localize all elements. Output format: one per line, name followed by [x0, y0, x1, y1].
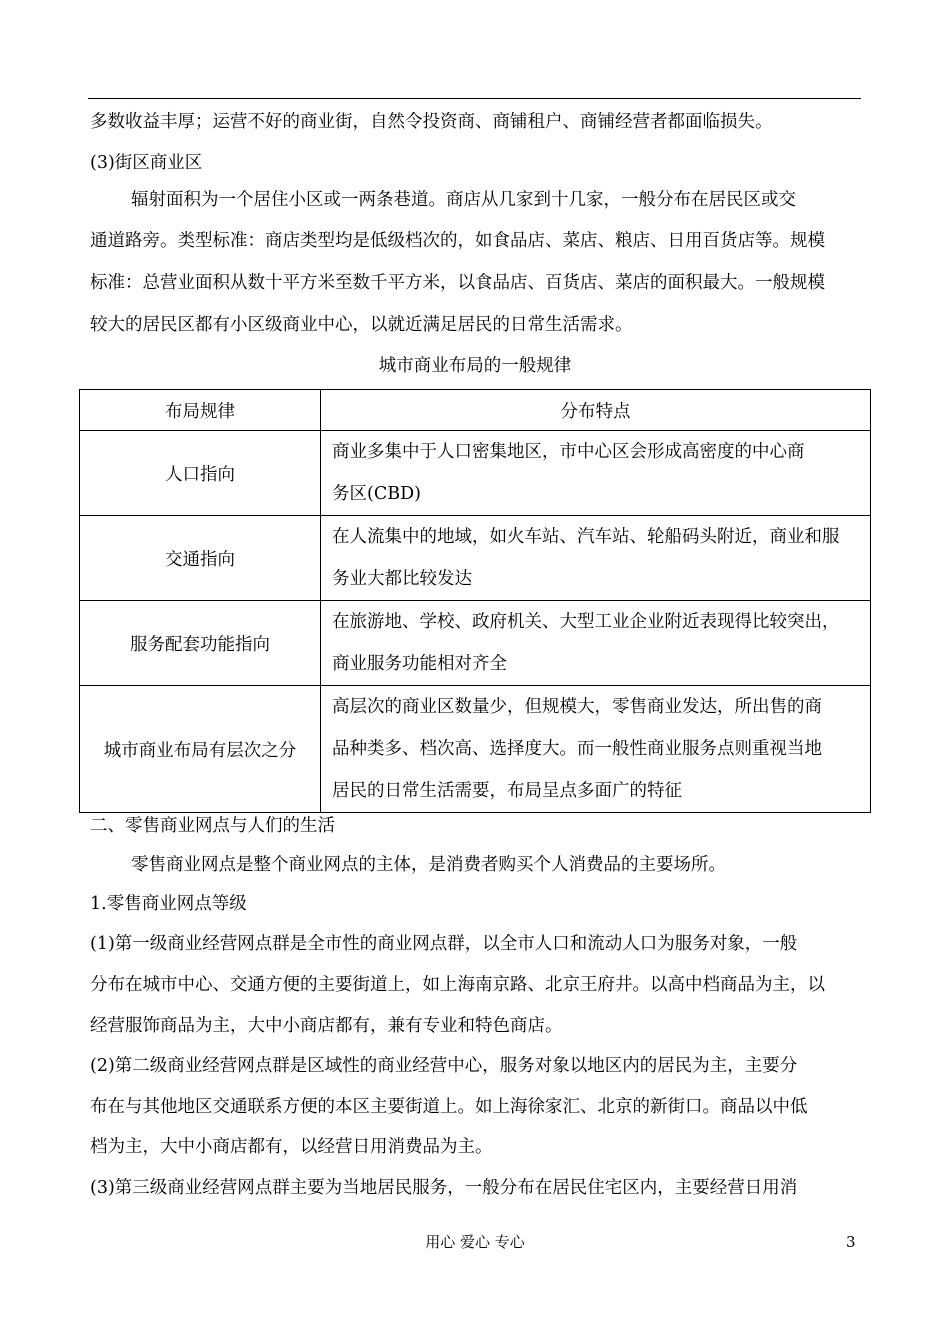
section-heading: (3)街区商业区 [90, 153, 203, 173]
list-item-line: 分布在城市中心、交通方便的主要街道上，如上海南京路、北京王府井。以高中档商品为主，以 [90, 975, 825, 995]
feature-line: 务区(CBD) [332, 484, 421, 504]
rule-cell: 交通指向 [80, 516, 321, 601]
feature-cell [321, 601, 871, 686]
feature-cell [321, 686, 871, 813]
feature-line: 在旅游地、学校、政府机关、大型工业企业附近表现得比较突出， [332, 612, 840, 632]
text-line: 多数收益丰厚；运营不好的商业街，自然令投资商、商铺租户、商铺经营者都面临损失。 [90, 112, 773, 132]
list-item-line: (1)第一级商业经营网点群是全市性的商业网点群，以全市人口和流动人口为服务对象，一般 [90, 934, 798, 954]
table-header-row [80, 390, 871, 431]
list-item-line: 档为主，大中小商店都有，以经营日用消费品为主。 [90, 1137, 493, 1157]
sub-heading: 1.零售商业网点等级 [90, 894, 247, 914]
list-item-line: (3)第三级商业经营网点群主要为当地居民服务，一般分布在居民住宅区内，主要经营日用消 [90, 1178, 798, 1198]
table-row [80, 601, 871, 686]
paragraph-line: 零售商业网点是整个商业网点的主体，是消费者购买个人消费品的主要场所。 [131, 855, 726, 875]
paragraph-line: 较大的居民区都有小区级商业中心，以就近满足居民的日常生活需求。 [90, 315, 633, 335]
table-header-cell: 布局规律 [80, 390, 321, 431]
table-row [80, 686, 871, 813]
table-caption: 城市商业布局的一般规律 [378, 356, 572, 376]
feature-line: 商业服务功能相对齐全 [332, 654, 507, 674]
feature-line: 务业大都比较发达 [332, 569, 472, 589]
footer-motto: 用心 爱心 专心 [425, 1233, 525, 1251]
table-header-cell: 分布特点 [321, 390, 871, 431]
paragraph-line: 辐射面积为一个居住小区或一两条巷道。商店从几家到十几家，一般分布在居民区或交 [131, 190, 796, 210]
feature-line: 品种类多、档次高、选择度大。而一般性商业服务点则重视当地 [332, 739, 822, 759]
rule-cell: 城市商业布局有层次之分 [80, 686, 321, 813]
list-item-line: (2)第二级商业经营网点群是区域性的商业经营中心，服务对象以地区内的居民为主，主要分 [90, 1056, 798, 1076]
list-item-line: 布在与其他地区交通联系方便的本区主要街道上。如上海徐家汇、北京的新街口。商品以中低 [90, 1097, 808, 1117]
rule-cell: 人口指向 [80, 431, 321, 516]
header-rule [88, 98, 861, 99]
paragraph-line: 通道路旁。类型标准：商店类型均是低级档次的，如食品店、菜店、粮店、日用百货店等。规模 [90, 231, 825, 251]
rule-cell: 服务配套功能指向 [80, 601, 321, 686]
section-heading: 二、零售商业网点与人们的生活 [90, 816, 335, 836]
feature-cell [321, 431, 871, 516]
layout-rules-table [79, 389, 871, 813]
page-number: 3 [846, 1233, 856, 1251]
table-row [80, 431, 871, 516]
feature-line: 商业多集中于人口密集地区，市中心区会形成高密度的中心商 [332, 442, 805, 462]
paragraph-line: 标准：总营业面积从数十平方米至数千平方米，以食品店、百货店、菜店的面积最大。一般规模 [90, 273, 825, 293]
feature-line: 高层次的商业区数量少，但规模大，零售商业发达，所出售的商 [332, 697, 822, 717]
list-item-line: 经营服饰商品为主，大中小商店都有，兼有专业和特色商店。 [90, 1016, 563, 1036]
table-row [80, 516, 871, 601]
feature-line: 居民的日常生活需要，布局呈点多面广的特征 [332, 781, 682, 801]
feature-line: 在人流集中的地域，如火车站、汽车站、轮船码头附近，商业和服 [332, 527, 840, 547]
feature-cell [321, 516, 871, 601]
